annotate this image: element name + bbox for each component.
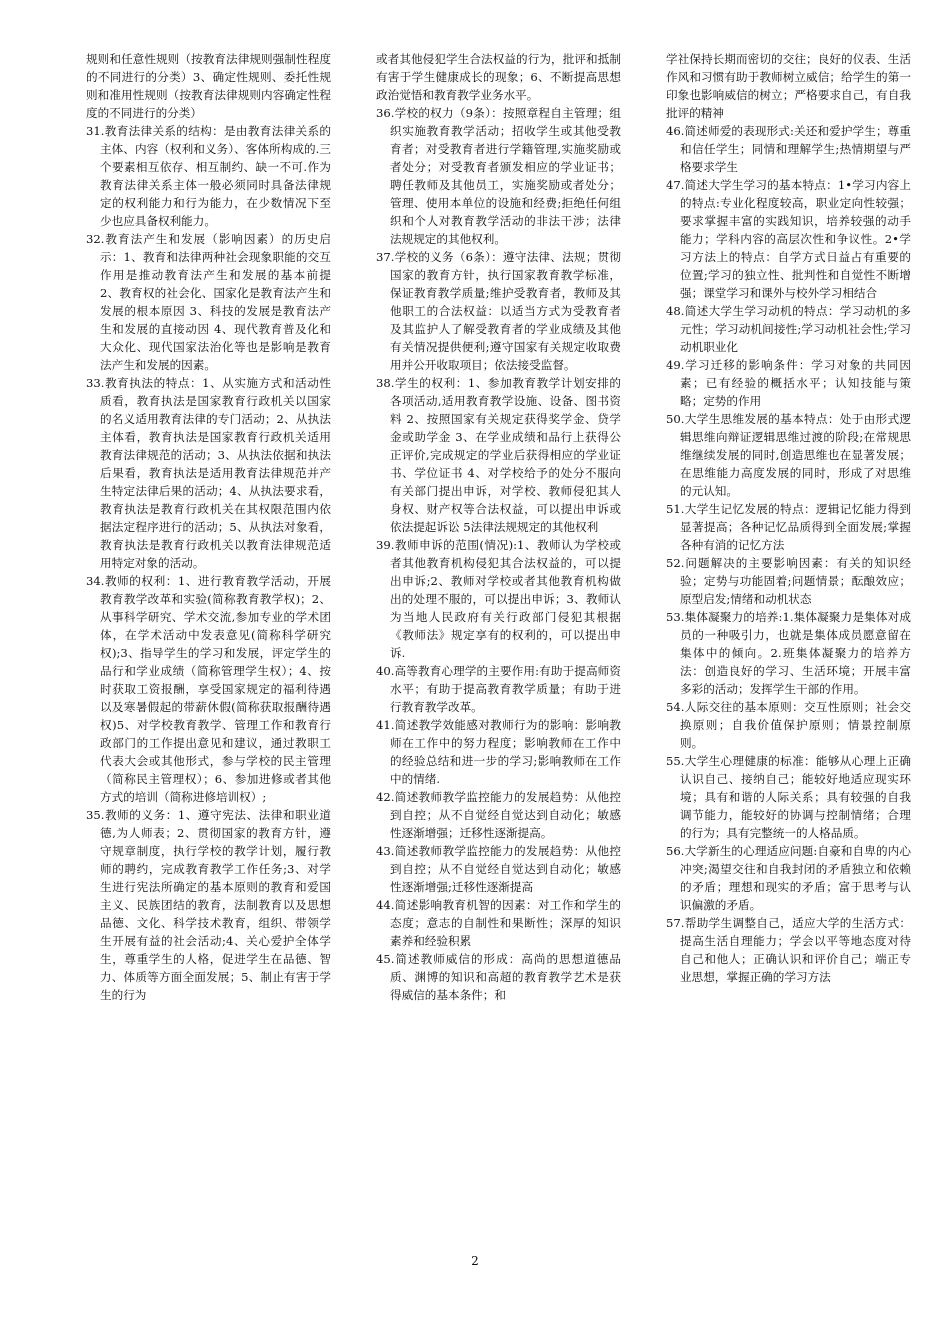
numbered-paragraph: 35.教师的义务：1、遵守宪法、法律和职业道德,为人师表；2、贯彻国家的教育方针，遵守规章制度，执行学校的教学计划，履行教师的聘约，完成教育教学工作任务;3、对学生进行宪法所确定的基本原则的教育和爱国主义、民族团结的教育，法制教育以及思想品德、文化、科学技术教育，组织、带领学生开展有益的社会活动;4、关心爱护全体学生，尊重学生的人格，促进学生在品德、智力、体质等方面全面发展；5、制止有害于学生的行为 <box>86 808 331 1002</box>
numbered-paragraph: 34.教师的权利：1、进行教育教学活动，开展教育教学改革和实验(简称教育教学权)；2、从事科学研究、学术交流,参加专业的学术团体，在学术活动中发表意见(简称科学研究权);3、指导学生的学习和发展，评定学生的品行和学业成绩（简称管理学生权）；4、按时获取工资报酬，享受国家规定的福利待遇以及寒暑假起的带薪休假(简称获取报酬待遇权)5、对学校教育教学、管理工作和教育行政部门的工作提出意见和建议，通过教职工代表大会或其他形式，参与学校的民主管理（简称民主管理权）；6、参加进修或者其他方式的培训（简称进修培训权）; <box>86 574 331 804</box>
numbered-paragraph: 47.简述大学生学习的基本特点：1•学习内容上的特点:专业化程度较高，职业定向性较强；要求掌握丰富的实践知识，培养较强的动手能力；学科内容的高层次性和争议性。2•学习方法上的特点：自学方式日益占有重要的位置;学习的独立性、批判性和自觉性不断增强；课堂学习和课外与校外学习相结合 <box>666 178 911 300</box>
numbered-paragraph: 36.学校的权力（9条）：按照章程自主管理；组织实施教育教学活动；招收学生或其他受教育者；对受教育者进行学籍管理,实施奖励或者处分；对受教育者颁发相应的学业证书；聘任教师及其他员工，实施奖励或者处分；管理、使用本单位的设施和经费;拒绝任何组织和个人对教育教学活动的非法干涉；法律法规规定的其他权利。 <box>376 106 621 246</box>
continued-paragraph: 学社保持长期而密切的交往；良好的仪表、生活作风和习惯有助于教师树立威信；给学生的第一印象也影响威信的树立；严格要求自己，有自我批评的精神 <box>666 52 911 120</box>
numbered-paragraph: 57.帮助学生调整自己，适应大学的生活方式：提高生活自理能力；学会以平等地态度对待自己和他人；正确认识和评价自己；端正专业思想，掌握正确的学习方法 <box>666 916 911 984</box>
numbered-paragraph: 56.大学新生的心理适应问题:自豪和自卑的内心冲突;渴望交往和自我封闭的矛盾独立和依赖的矛盾；理想和现实的矛盾；富于思考与认识偏激的矛盾。 <box>666 844 911 912</box>
text-column-1 <box>86 50 331 1004</box>
numbered-paragraph: 43.简述教师教学监控能力的发展趋势：从他控到自控；从不自觉经自觉达到自动化；敏感性逐渐增强;迁移性逐渐提高 <box>376 844 621 894</box>
numbered-paragraph: 52.问题解决的主要影响因素：有关的知识经验；定势与功能固着;问题情景；酝酿效应；原型启发;情绪和动机状态 <box>666 556 911 606</box>
numbered-paragraph: 46.简述师爱的表现形式:关还和爱护学生；尊重和信任学生；同情和理解学生;热情期望与严格要求学生 <box>666 124 911 174</box>
numbered-paragraph: 41.简述教学效能感对教师行为的影响：影响教师在工作中的努力程度；影响教师在工作中的经验总结和进一步的学习;影响教师在工作中的情绪. <box>376 718 621 786</box>
numbered-paragraph: 38.学生的权利：1、参加教育教学计划安排的各项活动,适用教育教学设施、设备、图书资料 2、按照国家有关规定获得奖学金、贷学金或助学金 3、在学业成绩和品行上获得公正评价,完成规定的学业后获得相应的学业证书、学位证书 4、对学校给予的处分不服向有关部门提出申诉，对学校、教师侵犯其人身权、财产权等合法权益，可以提出申诉或依法提起诉讼 5法律法规规定的其他权利 <box>376 376 621 534</box>
numbered-paragraph: 44.简述影响教育机智的因素：对工作和学生的态度；意志的自制性和果断性；深厚的知识素养和经验积累 <box>376 898 621 948</box>
numbered-paragraph: 31.教育法律关系的结构：是由教育法律关系的主体、内容（权利和义务）、客体所构成的.三个要素相互依存、相互制约、缺一不可.作为教育法律关系主体一般必须同时具备法律规定的权利能力和行为能力，在少数情况下至少也应具备权利能力。 <box>86 124 331 228</box>
text-column-3 <box>666 50 911 986</box>
continued-paragraph: 规则和任意性规则（按教育法律规则强制性程度的不同进行的分类）3、确定性规则、委托性规则和准用性规则（按教育法律规则内容确定性程度的不同进行的分类） <box>86 52 331 120</box>
numbered-paragraph: 32.教育法产生和发展（影响因素）的历史启示：1、教育和法律两种社会现象职能的交互作用是推动教育法产生和发展的基本前提 2、教育权的社会化、国家化是教育法产生和发展的根本原因 3、科技的发展是教育法产生和发展的直接动因 4、现代教育普及化和大众化、现代国家法治化等也是影响是教育法产生和发展的因素。 <box>86 232 331 372</box>
numbered-paragraph: 50.大学生思维发展的基本特点：处于由形式逻辑思维向辩证逻辑思维过渡的阶段;在常规思维继续发展的同时,创造思维也在显著发展；在思维能力高度发展的同时，形成了对思维的元认知。 <box>666 412 911 498</box>
numbered-paragraph: 33.教育执法的特点：1、从实施方式和活动性质看，教育执法是国家教育行政机关以国家的名义适用教育法律的专门活动；2、从执法主体看，教育执法是国家教育行政机关适用教育法律规范的活动；3、从执法依据和执法后果看，教育执法是适用教育法律规范并产生特定法律后果的活动；4、从执法要求看，教育执法是教育行政机关在其权限范围内依据法定程序进行的活动；5、从执法对象看，教育执法是教育行政机关以教育法律规范适用特定对象的活动。 <box>86 376 331 570</box>
numbered-paragraph: 49.学习迁移的影响条件：学习对象的共同因素；已有经验的概括水平；认知技能与策略；定势的作用 <box>666 358 911 408</box>
numbered-paragraph: 39.教师申诉的范围(情况):1、教师认为学校或者其他教育机构侵犯其合法权益的，可以提出申诉;2、教师对学校或者其他教育机构做出的处理不服的，可以提出申诉；3、教师认为当地人民政府有关行政部门侵犯其根据《教师法》规定享有的权利的，可以提出申诉. <box>376 538 621 660</box>
numbered-paragraph: 53.集体凝聚力的培养:1.集体凝聚力是集体对成员的一种吸引力，也就是集体成员愿意留在集体中的倾向。2.班集体凝聚力的培养方法：创造良好的学习、生活环境；开展丰富多彩的活动；发挥学生干部的作用。 <box>666 610 911 696</box>
numbered-paragraph: 45.简述教师威信的形成：高尚的思想道德品质、渊博的知识和高超的教育教学艺术是获得威信的基本条件；和 <box>376 952 621 1002</box>
numbered-paragraph: 54.人际交往的基本原则：交互性原则；社会交换原则；自我价值保护原则；情景控制原则。 <box>666 700 911 750</box>
numbered-paragraph: 37.学校的义务（6条）：遵守法律、法规；贯彻国家的教育方针，执行国家教育教学标准，保证教育教学质量;维护受教育者，教师及其他职工的合法权益：以适当方式为受教育者及其监护人了解受教育者的学业成绩及其他有关情况提供便利;遵守国家有关规定收取费用并公开收取项目；依法接受监督。 <box>376 250 621 372</box>
numbered-paragraph: 55.大学生心理健康的标准：能够从心理上正确认识自己、接纳自己；能较好地适应现实环境；具有和谐的人际关系；具有较强的自我调节能力，能较好的协调与控制情绪；合理的行为；具有完整统一的人格品质。 <box>666 754 911 840</box>
continued-paragraph: 或者其他侵犯学生合法权益的行为，批评和抵制有害于学生健康成长的现象；6、不断提高思想政治觉悟和教育教学业务水平。 <box>376 52 621 102</box>
numbered-paragraph: 42.简述教师教学监控能力的发展趋势：从他控到自控；从不自觉经自觉达到自动化；敏感性逐渐增强；迁移性逐渐提高。 <box>376 790 621 840</box>
numbered-paragraph: 51.大学生记忆发展的特点：逻辑记忆能力得到显著提高；各种记忆品质得到全面发展;掌握各种有消的记忆方法 <box>666 502 911 552</box>
text-column-2 <box>376 50 621 1004</box>
numbered-paragraph: 48.简述大学生学习动机的特点：学习动机的多元性；学习动机间接性;学习动机社会性;学习动机职业化 <box>666 304 911 354</box>
numbered-paragraph: 40.高等教育心理学的主要作用:有助于提高师资水平；有助于提高教育教学质量；有助于进行教育教学改革。 <box>376 664 621 714</box>
page-number: 2 <box>471 1254 479 1268</box>
